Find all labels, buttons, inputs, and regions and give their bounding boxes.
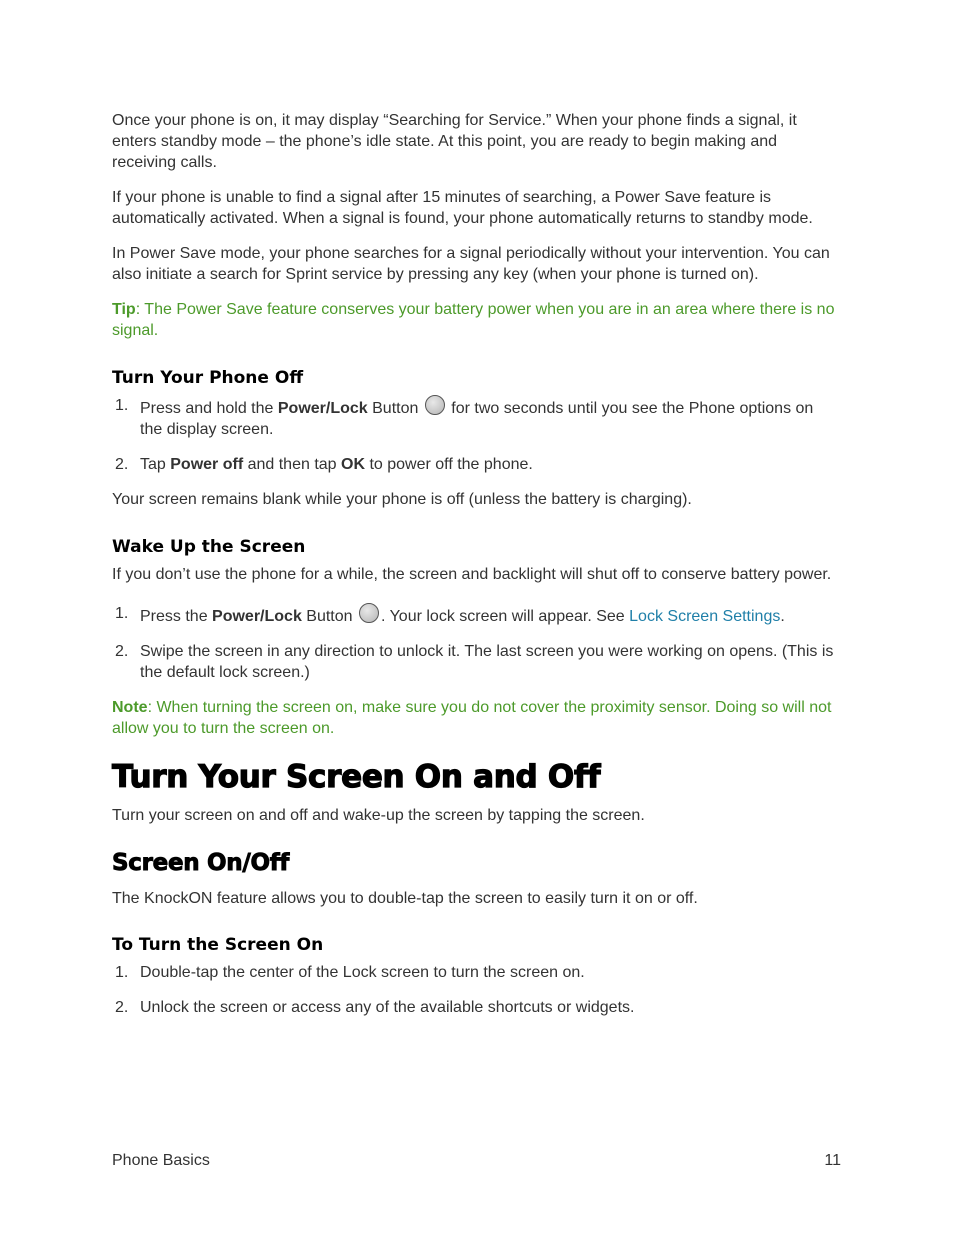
note-text: : When turning the screen on, make sure you do not cover the proximity sensor. Doing so will not allow you to turn the screen on. [112,699,832,737]
note-callout [112,697,838,739]
wake-steps [112,603,838,683]
list-item: 1. Double-tap the center of the Lock screen to turn the screen on. [115,964,585,981]
heading-turn-phone-off: Turn Your Phone Off [112,368,304,388]
subsection-title: Screen On/Off [112,850,290,876]
paragraph-wake-intro: If you don’t use the phone for a while, the screen and backlight will shut off to conserve battery power. [112,566,832,583]
heading-wake-up-screen: Wake Up the Screen [112,537,306,557]
heading-turn-screen-on: To Turn the Screen On [112,935,324,955]
list-item: 1. Press the Power/Lock Button . Your lock screen will appear. See Lock Screen Settings. [115,605,785,625]
list-item: 1. Press and hold the Power/Lock Button for two seconds until you see the Phone options on the display screen. [115,397,814,438]
section-title: Turn Your Screen On and Off [112,759,601,795]
note-label: Note [112,699,148,716]
turn-on-steps [112,962,838,1018]
footer-section-name: Phone Basics [112,1152,210,1169]
paragraph-searching: Once your phone is on, it may display “Searching for Service.” When your phone finds a signal, it enters standby mode – the phone’s idle state. At this point, you are ready to begin making and receiving calls. [112,112,797,171]
footer-page-number: 11 [824,1152,841,1169]
paragraph-knockon: The KnockON feature allows you to double-tap the screen to easily turn it on or off. [112,890,698,907]
paragraph-section-intro: Turn your screen on and off and wake-up the screen by tapping the screen. [112,807,645,824]
list-item: 2. Unlock the screen or access any of the available shortcuts or widgets. [115,999,635,1016]
power-button-icon [359,603,379,623]
tip-label: Tip [112,301,136,318]
tip-text: : The Power Save feature conserves your battery power when you are in an area where there is no signal. [112,301,835,339]
lock-screen-settings-link[interactable]: Lock Screen Settings [629,608,781,625]
paragraph-power-save-mode: In Power Save mode, your phone searches for a signal periodically without your intervention. You can also initiate a search for Sprint service by pressing any key (when your phone is turned on). [112,245,830,283]
paragraph-power-save: If your phone is unable to find a signal after 15 minutes of searching, a Power Save feature is automatically activated. When a signal is found, your phone automatically returns to standby mode. [112,189,813,227]
page-content [112,110,838,1032]
tip-callout [112,299,838,341]
list-item: 2. Tap Power off and then tap OK to power off the phone. [115,456,533,473]
paragraph-screen-blank: Your screen remains blank while your phone is off (unless the battery is charging). [112,491,692,508]
power-button-icon [425,395,445,415]
list-item: 2. Swipe the screen in any direction to unlock it. The last screen you were working on opens. (This is the default lock screen.) [115,643,834,681]
turn-off-steps [112,395,838,475]
